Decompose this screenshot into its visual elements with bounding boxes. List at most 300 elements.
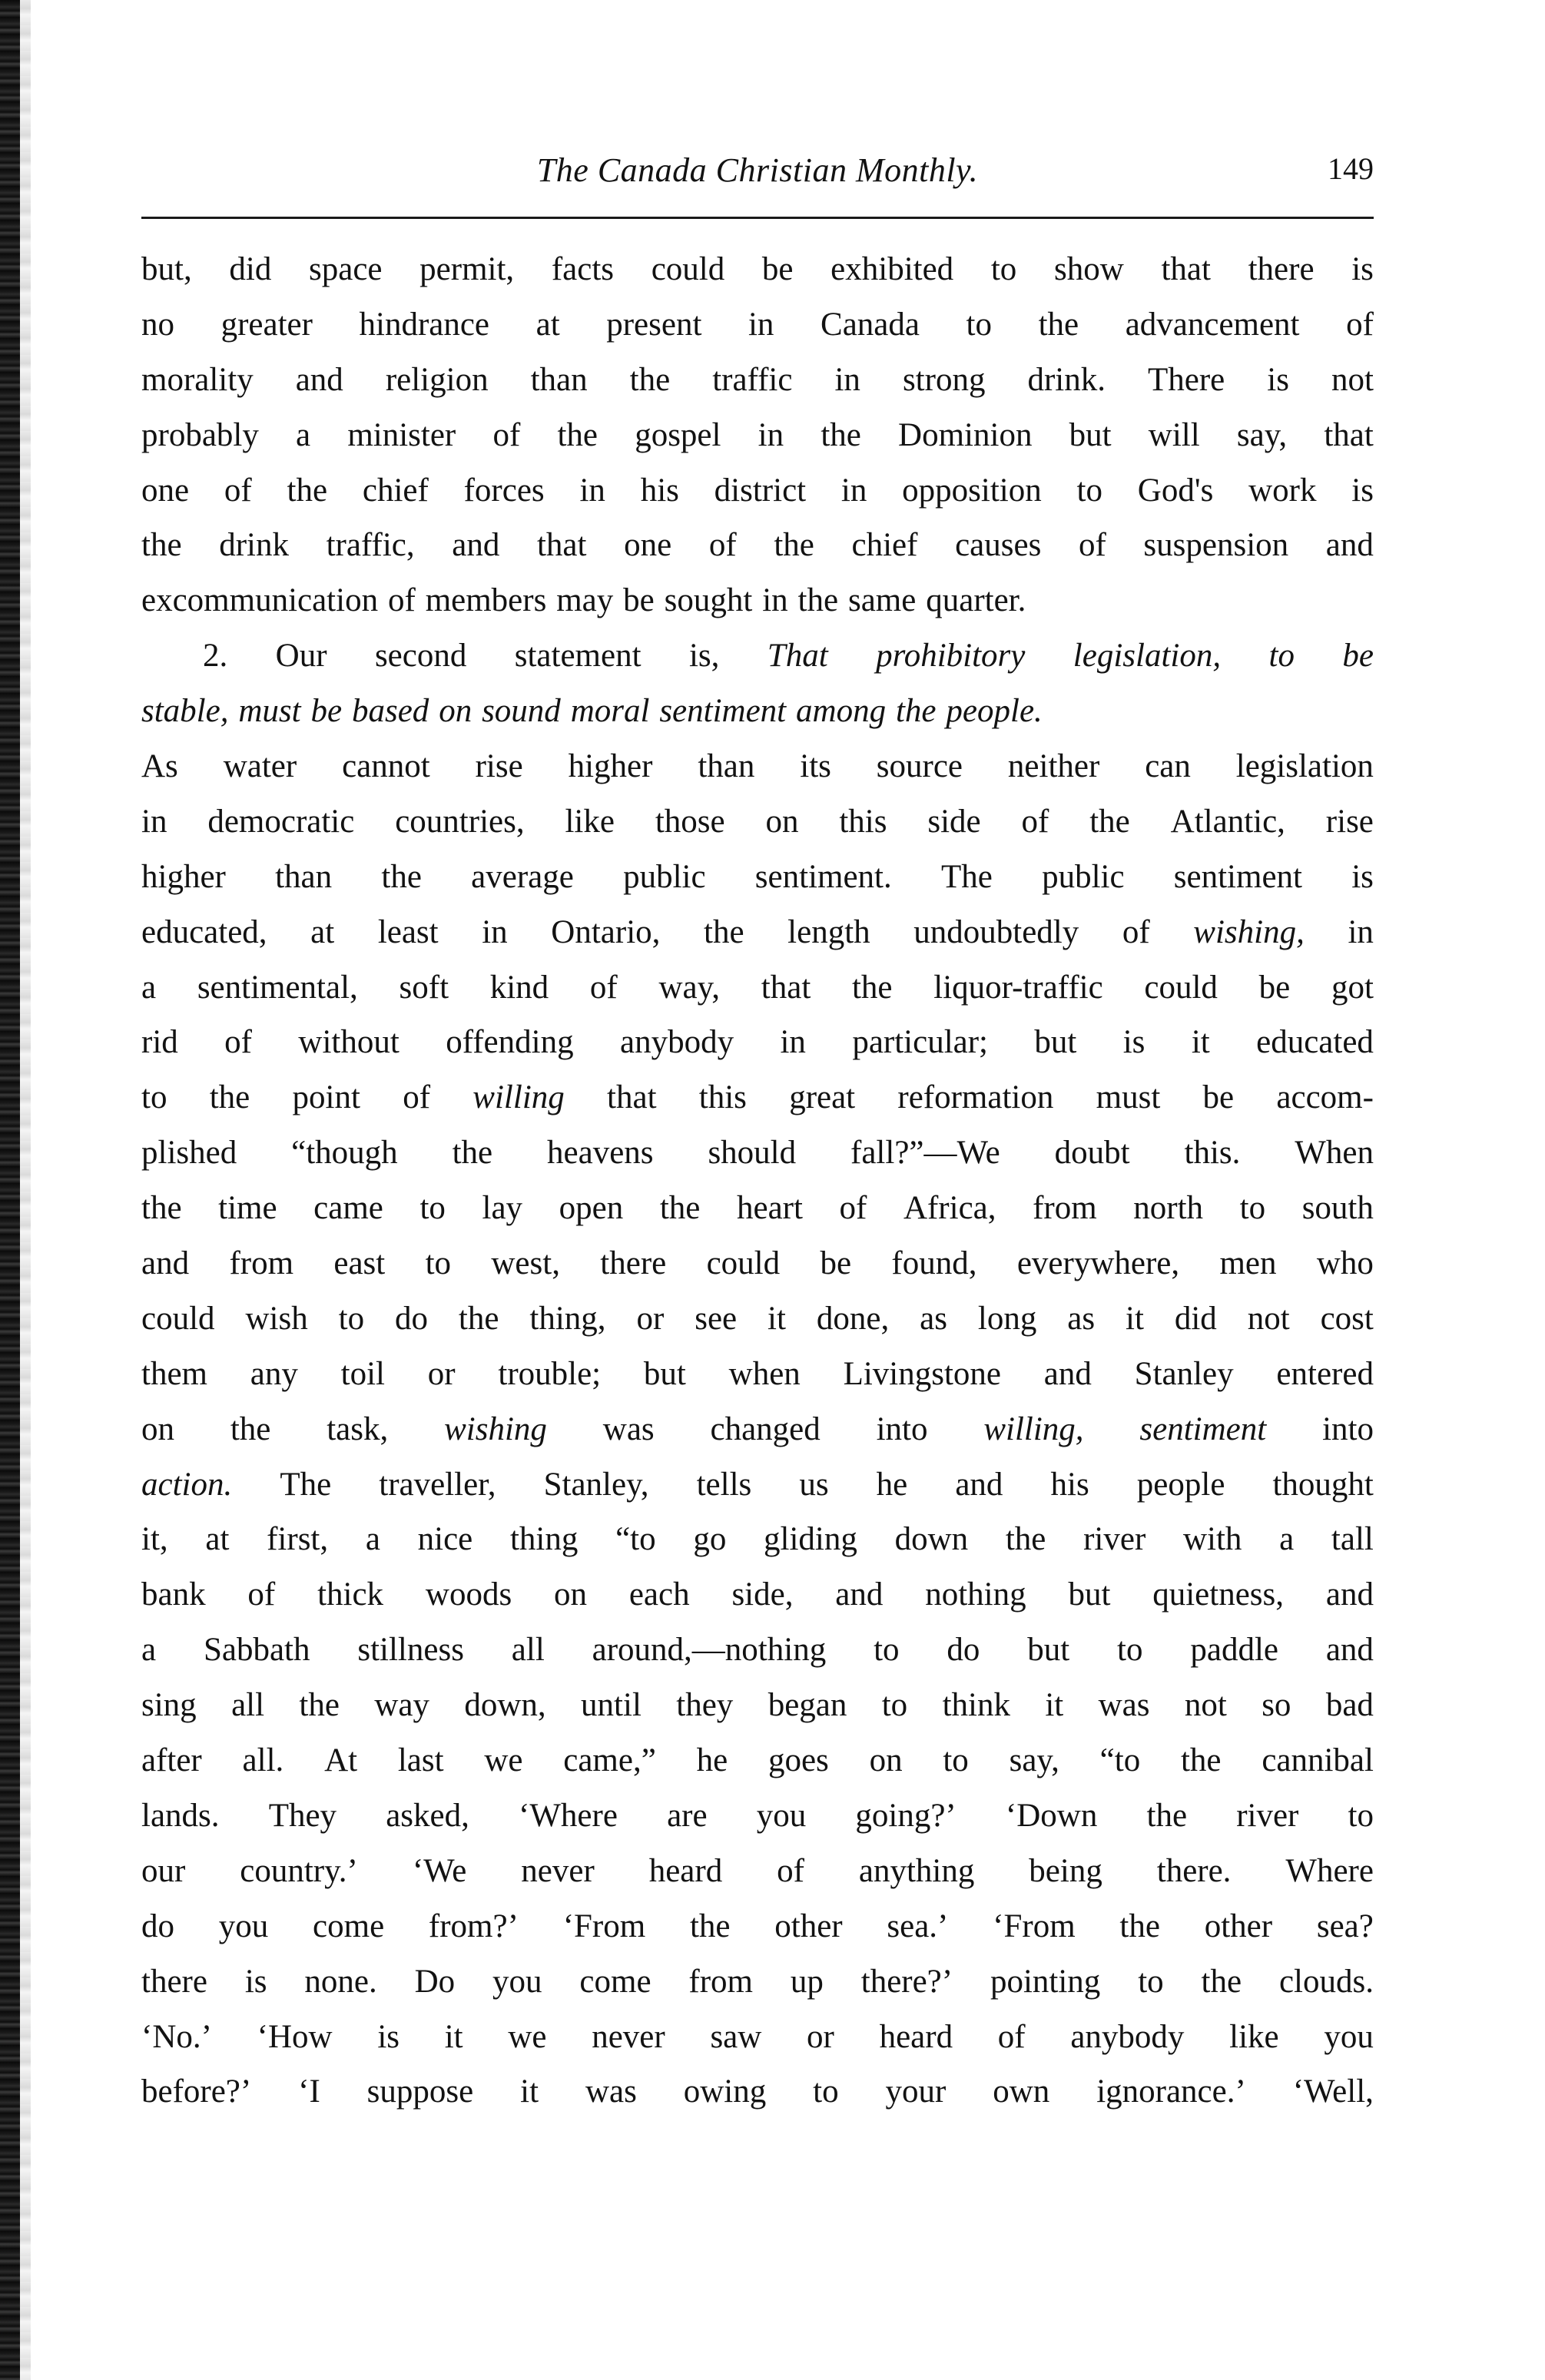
word: Dominion	[898, 416, 1033, 453]
word: to	[881, 1687, 908, 1724]
word: opposition	[902, 472, 1042, 509]
text-line	[141, 242, 1374, 297]
word: the	[141, 527, 182, 564]
text-line	[141, 905, 1374, 960]
italic-word: willing	[472, 1079, 565, 1116]
word: the	[1089, 803, 1130, 840]
word: the	[452, 1135, 493, 1172]
italic-word: sentiment	[1139, 1410, 1267, 1447]
word: of	[839, 1190, 867, 1227]
word: great	[789, 1079, 856, 1116]
word: drink.	[1027, 361, 1106, 398]
italic-word: prohibitory	[876, 638, 1026, 675]
word: clouds.	[1278, 1963, 1374, 2000]
word: the	[851, 969, 893, 1006]
italic-word: legislation,	[1073, 638, 1222, 675]
word: at	[205, 1521, 230, 1558]
word: he	[696, 1742, 728, 1779]
word: of	[1346, 306, 1374, 343]
text-line	[141, 1236, 1374, 1291]
word: a	[1279, 1521, 1295, 1558]
word: public	[623, 858, 706, 895]
word: excommunication	[141, 582, 379, 619]
word: all	[511, 1632, 545, 1669]
text-line	[141, 353, 1374, 408]
word: 2.	[203, 638, 228, 675]
word: he	[876, 1466, 908, 1503]
word: no	[141, 306, 174, 343]
word: it	[1126, 1300, 1144, 1337]
word: trouble;	[498, 1355, 602, 1392]
word: up	[790, 1963, 824, 2000]
word: the	[774, 527, 814, 564]
word: of	[387, 582, 416, 619]
word: is	[1122, 1024, 1145, 1061]
word: chief	[362, 472, 429, 509]
word: task,	[327, 1410, 389, 1447]
word: not	[1247, 1300, 1290, 1337]
word: and	[955, 1466, 1003, 1503]
text-line	[141, 1070, 1374, 1125]
word: space	[309, 251, 383, 287]
word: heart	[736, 1190, 803, 1227]
text-line	[141, 573, 1374, 628]
word: cost	[1320, 1300, 1374, 1337]
word: stillness	[357, 1632, 464, 1669]
word: there	[1248, 251, 1315, 287]
word: nothing	[925, 1576, 1026, 1613]
word: the	[458, 1300, 499, 1337]
word: facts	[551, 251, 615, 287]
word: of	[1078, 527, 1106, 564]
word: the	[1180, 1742, 1222, 1779]
italic-word: be	[1342, 638, 1374, 675]
word: “though	[291, 1135, 398, 1172]
word: long	[977, 1300, 1037, 1337]
word: The	[280, 1466, 332, 1503]
word: suspension	[1143, 527, 1289, 564]
word: lands.	[141, 1797, 220, 1834]
word: of	[224, 1024, 252, 1061]
word: cannot	[342, 748, 430, 785]
word: from?’	[428, 1908, 519, 1944]
text-line	[141, 1181, 1374, 1236]
word: done,	[816, 1300, 890, 1337]
word: a	[141, 1632, 157, 1669]
word: the	[1201, 1963, 1242, 2000]
word: be	[1258, 969, 1291, 1006]
word: gliding	[764, 1521, 857, 1558]
word: members	[425, 582, 547, 619]
text-line	[141, 794, 1374, 850]
word: is	[244, 1963, 267, 2000]
word: but	[1027, 1632, 1070, 1669]
word: never	[521, 1852, 595, 1889]
word: of	[997, 2018, 1026, 2055]
italic-word: wishing	[444, 1410, 547, 1447]
word: this	[698, 1079, 747, 1116]
journal-title: The Canada Christian Monthly.	[536, 151, 979, 189]
word: so	[1262, 1687, 1291, 1724]
word: came	[313, 1190, 383, 1227]
word: higher	[568, 748, 653, 785]
word: than	[275, 858, 333, 895]
word: average	[471, 858, 574, 895]
word: the	[821, 416, 861, 453]
word: rise	[1325, 803, 1374, 840]
word: higher	[141, 858, 226, 895]
word: or	[427, 1355, 456, 1392]
word: of	[492, 416, 521, 453]
word: are	[667, 1797, 708, 1834]
text-line	[141, 628, 1374, 684]
word: the	[381, 858, 422, 895]
word: should	[708, 1135, 797, 1172]
word: second	[374, 638, 467, 675]
word: one	[141, 472, 190, 509]
word: way,	[658, 969, 721, 1006]
word: the	[1038, 306, 1079, 343]
word: doubt	[1054, 1135, 1130, 1172]
word: other	[1204, 1908, 1273, 1944]
word: morality	[141, 361, 254, 398]
word: side	[927, 803, 981, 840]
word: plished	[141, 1135, 237, 1172]
word: be	[820, 1245, 852, 1282]
italic-word: on	[439, 693, 472, 730]
word: began	[768, 1687, 847, 1724]
word: the	[1005, 1521, 1046, 1558]
word: the	[1119, 1908, 1160, 1944]
word: did	[1174, 1300, 1217, 1337]
word: last	[397, 1742, 444, 1779]
text-line	[141, 1457, 1374, 1513]
word: permit,	[419, 251, 515, 287]
word: to	[966, 306, 992, 343]
word: in	[482, 913, 508, 950]
word: Stanley	[1134, 1355, 1234, 1392]
word: the	[629, 361, 671, 398]
word: a	[141, 969, 157, 1006]
word: to	[813, 2073, 839, 2110]
word: ‘We	[412, 1852, 467, 1889]
italic-word: willing,	[983, 1410, 1084, 1447]
word: quietness,	[1152, 1576, 1285, 1613]
word: public	[1042, 858, 1125, 895]
word: ‘How	[257, 2018, 333, 2055]
italic-word: wishing,	[1193, 913, 1305, 950]
word: or	[636, 1300, 665, 1337]
word: “to	[615, 1521, 656, 1558]
word: advancement	[1125, 306, 1300, 343]
word: in	[834, 361, 860, 398]
word: we	[508, 2018, 547, 2055]
word: ‘From	[562, 1908, 646, 1944]
word: sentimental,	[197, 969, 358, 1006]
word: in	[758, 416, 784, 453]
word: ‘Where	[519, 1797, 618, 1834]
word: to	[338, 1300, 365, 1337]
word: with	[1182, 1521, 1242, 1558]
word: south	[1301, 1190, 1374, 1227]
word: changed	[710, 1410, 821, 1447]
word: around,—nothing	[592, 1632, 827, 1669]
word: Our	[275, 638, 327, 675]
word: woods	[425, 1576, 512, 1613]
word: Africa,	[903, 1190, 996, 1227]
word: all.	[242, 1742, 284, 1779]
word: the	[689, 1908, 731, 1944]
word: gospel	[635, 416, 721, 453]
word: There	[1148, 361, 1225, 398]
word: and	[1325, 1576, 1374, 1613]
word: paddle	[1190, 1632, 1278, 1669]
word: legislation	[1235, 748, 1374, 785]
word: could	[1144, 969, 1218, 1006]
word: that	[761, 969, 811, 1006]
word: be	[623, 582, 655, 619]
word: accom-	[1276, 1079, 1374, 1116]
word: it	[1045, 1687, 1064, 1724]
word: As	[141, 748, 178, 785]
word: ‘Down	[1005, 1797, 1098, 1834]
word: in	[780, 1024, 806, 1061]
text-line	[141, 1844, 1374, 1899]
text-line	[141, 1788, 1374, 1844]
word: at	[535, 306, 560, 343]
word: it	[520, 2073, 539, 2110]
italic-word: among	[796, 693, 887, 730]
word: to	[1117, 1632, 1143, 1669]
word: traveller,	[379, 1466, 496, 1503]
word: and	[1043, 1355, 1092, 1392]
word: Atlantic,	[1170, 803, 1285, 840]
word: the	[209, 1079, 250, 1116]
word: in	[579, 472, 605, 509]
word: in	[1348, 913, 1374, 950]
word: but	[1069, 416, 1112, 453]
word: the	[704, 913, 744, 950]
word: the	[659, 1190, 701, 1227]
text-line	[141, 463, 1374, 519]
word: forces	[463, 472, 545, 509]
word: wish	[245, 1300, 308, 1337]
word: other	[774, 1908, 843, 1944]
text-line	[141, 1899, 1374, 1954]
word: to	[1239, 1190, 1266, 1227]
running-head	[141, 151, 1374, 200]
word: and	[295, 361, 343, 398]
word: in	[141, 803, 167, 840]
word: democratic	[207, 803, 355, 840]
text-line	[141, 1567, 1374, 1623]
word: and	[1325, 1632, 1374, 1669]
word: source	[876, 748, 963, 785]
word: asked,	[386, 1797, 469, 1834]
word: may	[556, 582, 614, 619]
word: on	[765, 803, 799, 840]
word: but	[643, 1355, 686, 1392]
word: strong	[902, 361, 986, 398]
word: it	[1191, 1024, 1210, 1061]
text-line	[141, 408, 1374, 463]
word: that	[607, 1079, 657, 1116]
word: got	[1331, 969, 1374, 1006]
word: present	[606, 306, 702, 343]
word: do	[141, 1908, 174, 1944]
word: of	[403, 1079, 431, 1116]
word: north	[1133, 1190, 1204, 1227]
word: of	[224, 472, 252, 509]
word: particular;	[852, 1024, 988, 1061]
text-line	[141, 1678, 1374, 1733]
word: work	[1248, 472, 1317, 509]
word: the	[797, 582, 839, 619]
word: this.	[1184, 1135, 1241, 1172]
word: you	[756, 1797, 807, 1834]
word: this	[839, 803, 887, 840]
word: will	[1148, 416, 1200, 453]
word: sing	[141, 1687, 197, 1724]
word: of	[1122, 913, 1150, 950]
word: be	[1202, 1079, 1235, 1116]
word: you	[492, 1963, 542, 2000]
word: to	[425, 1245, 452, 1282]
word: heard	[648, 1852, 723, 1889]
word: east	[333, 1245, 386, 1282]
word: into	[876, 1410, 928, 1447]
word: until	[581, 1687, 642, 1724]
word: its	[800, 748, 831, 785]
word: do	[395, 1300, 428, 1337]
word: must	[1096, 1079, 1161, 1116]
word: is	[377, 2018, 400, 2055]
word: ‘Well,	[1292, 2073, 1374, 2110]
word: thing,	[529, 1300, 606, 1337]
word: your	[885, 2073, 947, 2110]
word: tells	[696, 1466, 752, 1503]
italic-word: based	[351, 693, 429, 730]
text-line	[141, 1125, 1374, 1181]
word: sentiment.	[754, 858, 892, 895]
italic-word: be	[310, 693, 343, 730]
word: to	[943, 1742, 969, 1779]
word: of	[1021, 803, 1049, 840]
word: sea?	[1316, 1908, 1374, 1944]
word: there	[141, 1963, 207, 2000]
word: liquor-traffic	[933, 969, 1103, 1006]
word: never	[592, 2018, 665, 2055]
word: there?’	[860, 1963, 953, 2000]
word: his	[640, 472, 679, 509]
word: water	[223, 748, 297, 785]
word: found,	[891, 1245, 977, 1282]
word: on	[554, 1576, 588, 1613]
text-line	[141, 1512, 1374, 1567]
text-line	[141, 1347, 1374, 1402]
word: is	[1351, 858, 1374, 895]
word: reformation	[897, 1079, 1054, 1116]
word: any	[250, 1355, 298, 1392]
word: length	[787, 913, 870, 950]
text-line	[141, 684, 1374, 739]
word: in	[748, 306, 774, 343]
word: The	[940, 858, 993, 895]
text-line	[141, 2010, 1374, 2065]
word: a	[296, 416, 311, 453]
word: that	[1161, 251, 1211, 287]
word: come	[579, 1963, 651, 2000]
word: thick	[317, 1576, 384, 1613]
word: be	[761, 251, 794, 287]
word: nice	[417, 1521, 473, 1558]
word: but,	[141, 251, 192, 287]
word: neither	[1007, 748, 1100, 785]
word: go	[693, 1521, 727, 1558]
word: and	[452, 527, 500, 564]
text-line	[141, 1954, 1374, 2010]
word: the	[299, 1687, 340, 1724]
word: river	[1083, 1521, 1146, 1558]
binding-edge	[0, 0, 20, 2380]
word: exhibited	[831, 251, 954, 287]
word: but	[1034, 1024, 1077, 1061]
word: all	[231, 1687, 265, 1724]
word: “to	[1099, 1742, 1141, 1779]
word: traffic,	[326, 527, 415, 564]
word: is	[1351, 251, 1374, 287]
word: hindrance	[359, 306, 490, 343]
word: minister	[347, 416, 456, 453]
word: from	[688, 1963, 753, 2000]
word: heard	[879, 2018, 953, 2055]
word: at	[310, 913, 335, 950]
word: it	[444, 2018, 463, 2055]
italic-word: the	[895, 693, 937, 730]
word: who	[1316, 1245, 1374, 1282]
word: sentiment	[1173, 858, 1302, 895]
word: say,	[1236, 416, 1288, 453]
word: educated,	[141, 913, 267, 950]
word: could	[706, 1245, 781, 1282]
word: we	[484, 1742, 523, 1779]
word: owing	[683, 2073, 767, 2110]
word: was	[602, 1410, 655, 1447]
word: each	[628, 1576, 690, 1613]
word: there	[600, 1245, 667, 1282]
word: one	[624, 527, 672, 564]
word: men	[1219, 1245, 1277, 1282]
word: thought	[1272, 1466, 1374, 1503]
word: side,	[731, 1576, 794, 1613]
word: same	[847, 582, 917, 619]
word: not	[1331, 361, 1374, 398]
text-line	[141, 518, 1374, 573]
word: down	[894, 1521, 969, 1558]
word: river	[1236, 1797, 1299, 1834]
word: after	[141, 1742, 202, 1779]
word: did	[229, 251, 272, 287]
word: offending	[446, 1024, 574, 1061]
word: religion	[385, 361, 489, 398]
word: to	[990, 251, 1017, 287]
word: anything	[858, 1852, 975, 1889]
word: show	[1053, 251, 1124, 287]
word: but	[1068, 1576, 1111, 1613]
text-line	[141, 1402, 1374, 1457]
word: drink	[219, 527, 289, 564]
word: than	[698, 748, 755, 785]
